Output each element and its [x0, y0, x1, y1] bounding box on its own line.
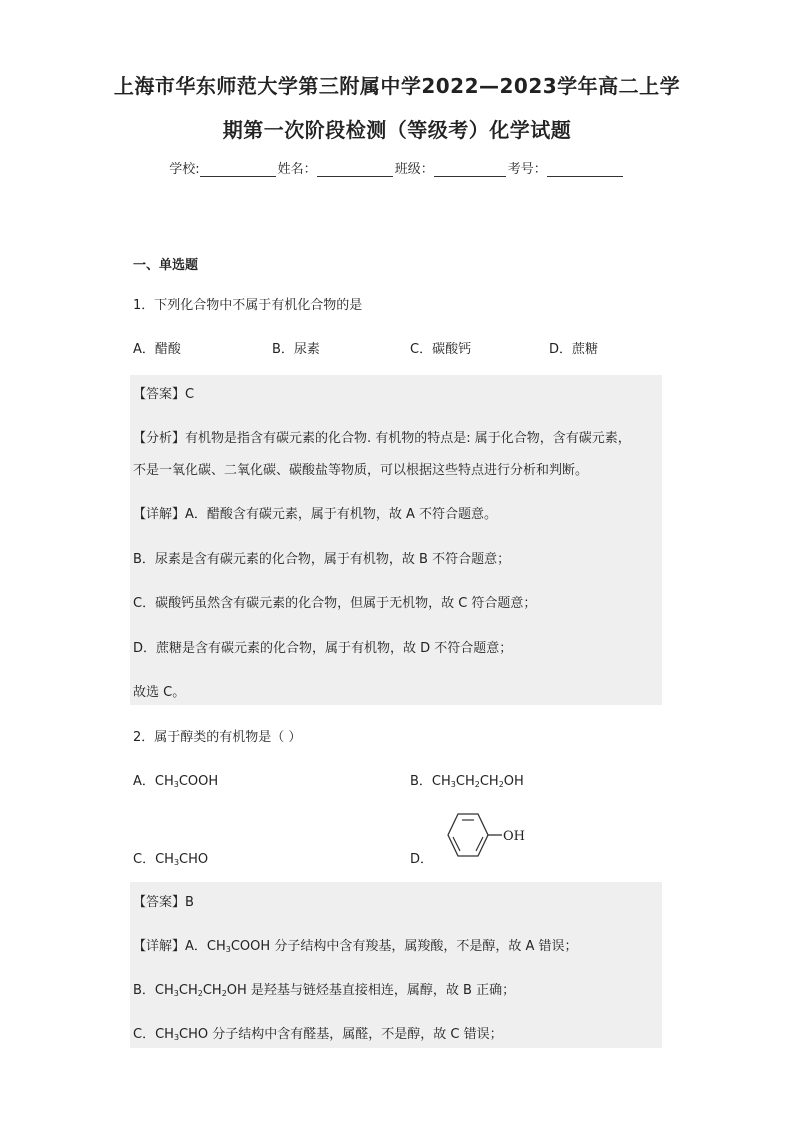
hydroxyl-label: OH	[503, 829, 525, 844]
q1-option-c: C．碳酸钙	[410, 342, 472, 357]
name-label: 姓名：	[277, 162, 317, 177]
q1-detail-line-2: B．尿素是含有碳元素的化合物，属于有机物，故 B 不符合题意；	[133, 552, 511, 567]
q1-detail-line-4: D．蔗糖是含有碳元素的化合物，属于有机物，故 D 不符合题意；	[133, 641, 513, 656]
student-info-fields	[0, 158, 794, 177]
q1-option-a: A．醋酸	[133, 342, 181, 357]
phenol-structure-icon	[436, 812, 532, 860]
number-blank[interactable]	[547, 162, 623, 177]
q2-option-a: A．$CH_3COOH$	[133, 774, 219, 789]
school-label: 学校:	[169, 162, 200, 177]
class-label: 班级：	[394, 162, 434, 177]
q1-detail-line-3: C．碳酸钙虽然含有碳元素的化合物，但属于无机物，故 C 符合题意；	[133, 596, 537, 611]
q1-conclusion: 故选 C。	[133, 685, 186, 700]
q1-detail-line-1: 【详解】A．醋酸含有碳元素，属于有机物，故 A 不符合题意。	[133, 507, 498, 522]
name-blank[interactable]	[317, 162, 393, 177]
q1-option-b: B．尿素	[272, 342, 320, 357]
q2-stem: 2．属于醇类的有机物是（ ）	[133, 730, 302, 745]
q1-analysis-line-1: 【分析】有机物是指含有碳元素的化合物. 有机物的特点是: 属于化合物，含有碳元素，	[133, 431, 631, 446]
q2-detail-line-1: 【详解】A．$CH_3COOH$ 分子结构中含有羧基，属羧酸，不是醇，故 A 错误；	[133, 939, 578, 954]
document-title-line-2: 期第一次阶段检测（等级考）化学试题	[222, 118, 572, 142]
number-label: 考号：	[507, 162, 547, 177]
document-title-line-1: 上海市华东师范大学第三附属中学2022—2023学年高二上学	[113, 74, 681, 98]
q2-detail-line-3: C．$CH_3CHO$ 分子结构中含有醛基，属醛，不是醇，故 C 错误；	[133, 1027, 503, 1042]
section-title: 一、单选题	[133, 258, 199, 273]
q2-option-b: B．$CH_3CH_2CH_2OH$	[410, 774, 524, 789]
q2-answer: 【答案】B	[133, 895, 194, 910]
q1-answer: 【答案】C	[133, 387, 195, 402]
q2-option-c: C．$CH_3CHO$	[133, 852, 209, 867]
class-blank[interactable]	[434, 162, 506, 177]
q2-option-d: D．	[410, 852, 434, 867]
q1-option-d: D．蔗糖	[549, 342, 599, 357]
q1-analysis-line-2: 不是一氧化碳、二氧化碳、碳酸盐等物质，可以根据这些特点进行分析和判断。	[133, 463, 589, 478]
q1-stem: 1．下列化合物中不属于有机化合物的是	[133, 298, 363, 313]
school-blank[interactable]	[200, 162, 276, 177]
q2-detail-line-2: B．$CH_3CH_2CH_2OH$ 是羟基与链烃基直接相连，属醇，故 B 正确；	[133, 983, 516, 998]
